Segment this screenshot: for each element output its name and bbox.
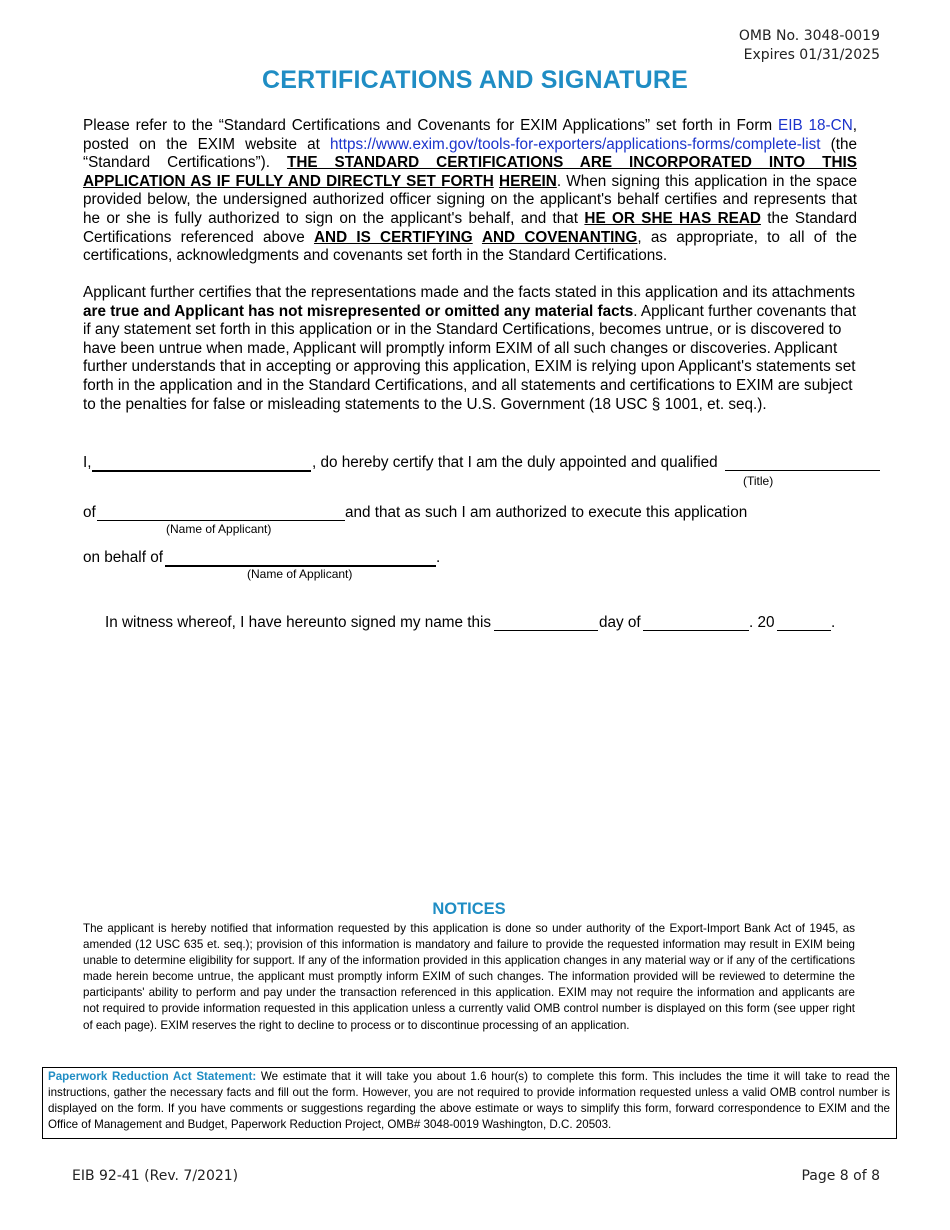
p1-text-2: , posted on the EXIM website at <box>83 117 857 153</box>
witness-year-period: . <box>831 614 836 631</box>
witness-day-of: day of <box>599 614 641 631</box>
omb-number: OMB No. 3048-0019 <box>738 28 880 44</box>
cert-of-prefix: of <box>83 504 96 521</box>
p1-bold-has-read: HE OR SHE HAS READ <box>584 209 761 227</box>
applicant-name-field-1[interactable] <box>97 520 345 521</box>
p1-bold-certifying: AND IS CERTIFYING <box>313 228 473 246</box>
witness-text: In witness whereof, I have hereunto signed my name this <box>105 614 492 631</box>
page-title: CERTIFICATIONS AND SIGNATURE <box>262 66 688 94</box>
p2-text-1: Applicant further certifies that the representations made and the facts stated in this application and its attachments <box>83 284 856 301</box>
p1-text-5: the Standard Certifications referenced above <box>83 209 857 246</box>
title-caption: (Title) <box>743 474 774 488</box>
cert-line2-text: and that as such I am authorized to execute this application <box>345 504 748 521</box>
applicant-caption-1: (Name of Applicant) <box>166 522 272 536</box>
p1-text-1: Please refer to the “Standard Certifications and Covenants for EXIM Applications” set forth in Form <box>83 117 779 134</box>
omb-expiration: Expires 01/31/2025 <box>743 47 880 63</box>
p1-text-3: (the “Standard Certifications”). <box>83 135 857 172</box>
p1-bold-herein: HEREIN <box>499 172 557 190</box>
witness-day-field[interactable] <box>494 630 598 631</box>
pra-label: Paperwork Reduction Act Statement: <box>48 1070 257 1083</box>
p2-bold-true: are true and Applicant has not misrepresented or omitted any material facts <box>83 302 634 320</box>
cert-i-prefix: I, <box>83 454 92 471</box>
officer-name-field[interactable] <box>92 470 311 472</box>
witness-month-field[interactable] <box>643 630 749 631</box>
paperwork-reduction-box <box>42 1067 897 1139</box>
p1-bold-incorporated: THE STANDARD CERTIFICATIONS ARE INCORPORATED INTO THIS APPLICATION AS IF FULLY AND DIRECTLY SET FORTH <box>83 154 858 190</box>
applicant-caption-2: (Name of Applicant) <box>247 567 353 581</box>
omb-info <box>739 27 880 65</box>
p1-text-6: , as appropriate, to all of the certifications, acknowledgments and covenants set forth in the Standard Certifications. <box>83 228 857 265</box>
p1-bold-covenanting: AND COVENANTING <box>481 228 638 246</box>
witness-year-prefix: . 20 <box>749 614 775 631</box>
cert-line1-text: , do hereby certify that I am the duly appointed and qualified <box>312 454 718 471</box>
standard-certifications-paragraph <box>83 117 857 266</box>
applicant-certification-paragraph <box>83 284 857 414</box>
witness-year-field[interactable] <box>777 630 831 631</box>
notices-body: The applicant is hereby notified that information requested by this application is done so under authority of the Export-Import Bank Act of 1945, as amended (12 USC 635 et. seq.); provision of this information is mandatory and failure to provide the requested information may result in EXIM being unable to determine eligibility for support. If any of the information provided in this application changes in any material way or if any of the certifications made herein become untrue, the applicant must promptly inform EXIM of such changes. The information provided will be reviewed to determine the participants' ability to perform and pay under the transaction referenced in this application. EXIM may not require the information and applicants are not required to provide information requested in this application unless a currently valid OMB control number is displayed on this form (see upper right of each page). EXIM reserves the right to decline to process or to discontinue processing of an application. <box>83 922 855 1032</box>
cert-on-behalf-prefix: on behalf of <box>83 549 163 566</box>
officer-title-field[interactable] <box>725 470 880 471</box>
page-number: Page 8 of 8 <box>801 1168 880 1184</box>
pra-body: We estimate that it will take you about 1.6 hour(s) to complete this form. This includes the time it will take to read the instructions, gather the necessary facts and fill out the form. However, you are not required to provide information requested unless a valid OMB control number is displayed on the form. If you have comments or suggestions regarding the above estimate or ways to simplify this form, forward correspondence to EXIM and the Office of Management and Budget, Paperwork Reduction Project, OMB# 3048-0019 Washington, D.C. 20503. <box>48 1070 890 1132</box>
p2-text-2: . Applicant further covenants that if any statement set forth in this application or in the Standard Certifications, becomes untrue, or is discovered to have been untrue when made, Applicant will promptly inform EXIM of all such changes or discoveries. Applicant further understands that in accepting or approving this application, EXIM is relying upon Applicant's statements set forth in the application and in the Standard Certifications, and all statements and certifications to EXIM are subject to the penalties for false or misleading statements to the U.S. Government (18 USC § 1001, et. seq.). <box>83 302 857 413</box>
p1-text-4: . When signing this application in the space provided below, the undersigned authorized officer signing on the applicant's behalf certifies and represents that he or she is fully authorized to sign on the applicant's behalf, and that <box>83 172 858 227</box>
notices-heading: NOTICES <box>432 900 506 918</box>
cert-line3-period: . <box>436 549 441 566</box>
form-id: EIB 92-41 (Rev. 7/2021) <box>72 1168 239 1184</box>
exim-forms-url-link[interactable]: https://www.exim.gov/tools-for-exporters/applications-forms/complete-list <box>329 135 821 153</box>
form-eib-18-cn-link[interactable]: EIB 18-CN <box>778 117 853 134</box>
